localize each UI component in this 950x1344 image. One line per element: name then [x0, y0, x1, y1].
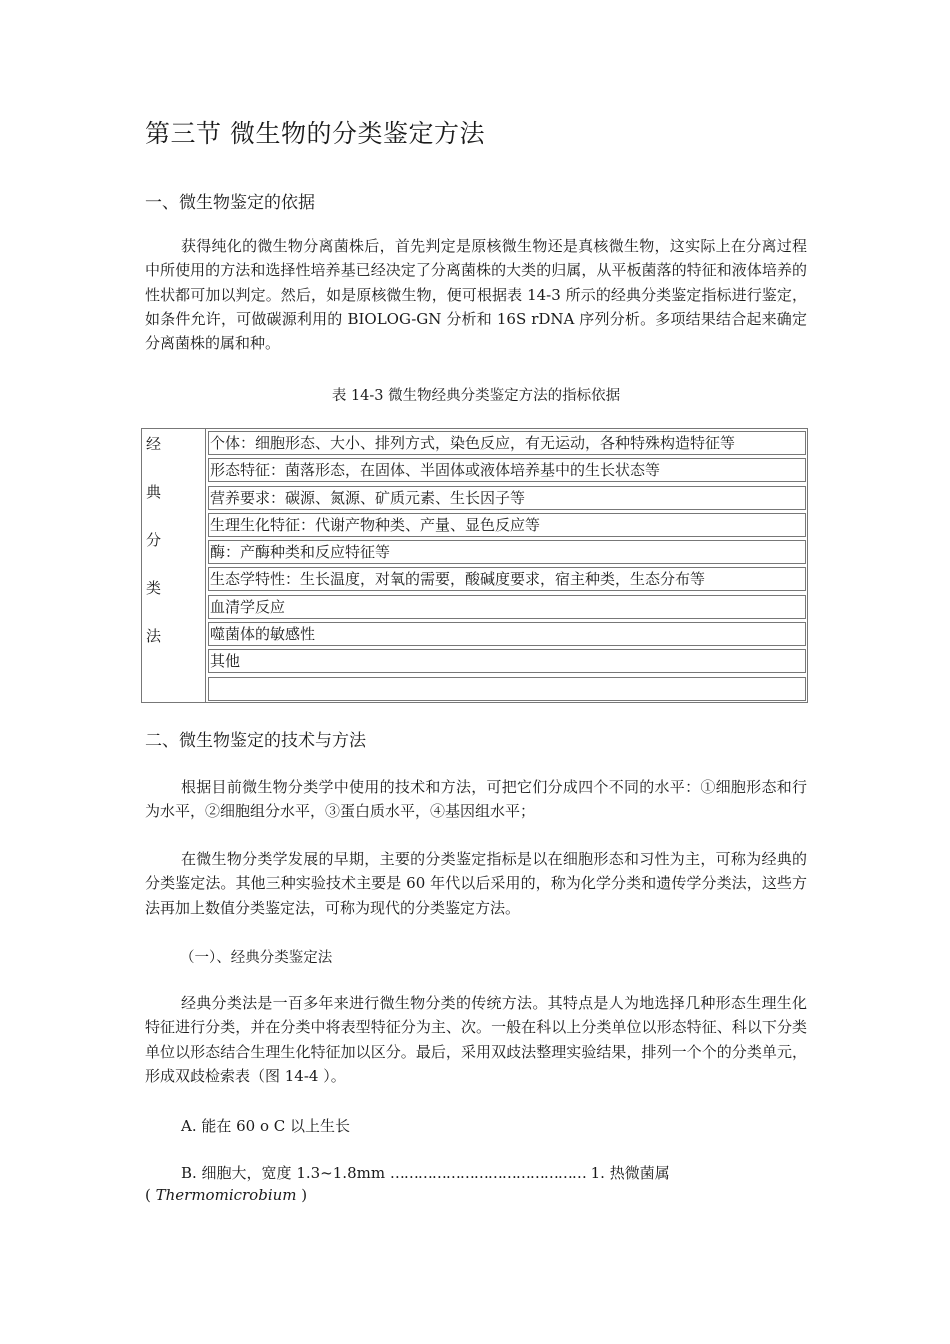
key-line-a: A. 能在 60 o C 以上生长: [181, 1117, 351, 1135]
section2-paragraph-2: 在微生物分类学发展的早期，主要的分类鉴定指标是以在细胞形态和习性为主，可称为经典的分类鉴定法。其他三种实验技术主要是 60 年代以后采用的，称为化学分类和遗传学分类法，这些方法再加上数值分类鉴定法，可称为现代的分类鉴定方法。: [145, 850, 807, 917]
table-row: 个体：细胞形态、大小、排列方式，染色反应，有无运动，各种特殊构造特征等: [208, 431, 806, 455]
table-row: 生态学特性：生长温度，对氧的需要，酸碱度要求，宿主种类，生态分布等: [208, 567, 806, 591]
genus-name: Thermomicrobium: [155, 1186, 297, 1204]
table-row: 形态特征：菌落形态，在固体、半固体或液体培养基中的生长状态等: [208, 458, 806, 482]
table-row: 噬菌体的敏感性: [208, 622, 806, 646]
table-caption: 表 14-3 微生物经典分类鉴定方法的指标依据: [331, 388, 621, 404]
left-label-char: 法: [146, 627, 162, 645]
page-title: 第三节 微生物的分类鉴定方法: [145, 119, 485, 148]
table-row: 血清学反应: [208, 595, 806, 619]
table-row: [208, 677, 806, 701]
genus-line: [145, 1186, 307, 1204]
key-line-b: [181, 1162, 670, 1183]
table-row: 营养要求：碳源、氮源、矿质元素、生长因子等: [208, 486, 806, 510]
section1-paragraph: 获得纯化的微生物分离菌株后，首先判定是原核微生物还是真核微生物，这实际上在分离过程中所使用的方法和选择性培养基已经决定了分离菌株的大类的归属，从平板菌落的特征和液体培养的性状都可加以判定。然后，如是原核微生物，便可根据表 14-3 所示的经典分类鉴定指标进行鉴定，如条件允许，可做碳源利用的 BIOLOG-GN 分析和 16S rDNA 序列分析。多项结果结合起来确定分离菌株的属和种。: [145, 237, 807, 353]
left-label-char: 类: [146, 579, 162, 597]
left-label-char: 典: [146, 483, 162, 501]
table-left-column: [142, 429, 206, 702]
section-heading-1: 一、微生物鉴定的依据: [145, 193, 315, 213]
key-leader-dots: ……………………………………: [389, 1164, 586, 1182]
left-label-char: 经: [146, 435, 162, 453]
left-label-char: 分: [146, 531, 162, 549]
key-line-b-text: B. 细胞大，宽度 1.3~1.8mm: [181, 1164, 386, 1182]
key-line-b-result: 1. 热微菌属: [590, 1164, 670, 1182]
section2-paragraph-3: 经典分类法是一百多年来进行微生物分类的传统方法。其特点是人为地选择几种形态生理生化特征进行分类，并在分类中将表型特征分为主、次。一般在科以上分类单位以形态特征、科以下分类单位以形态结合生理生化特征加以区分。最后，采用双歧法整理实验结果，排列一个个的分类单元，形成双歧检索表（图 14-4 ）。: [145, 994, 807, 1085]
classification-table: [141, 428, 808, 703]
section2-paragraph-1: 根据目前微生物分类学中使用的技术和方法，可把它们分成四个不同的水平：①细胞形态和行为水平，②细胞组分水平，③蛋白质水平，④基因组水平；: [145, 778, 807, 821]
section-heading-2: 二、微生物鉴定的技术与方法: [145, 731, 366, 751]
sub-heading: （一）、经典分类鉴定法: [180, 950, 333, 966]
genus-close-paren: ): [296, 1186, 308, 1204]
table-row: 生理生化特征：代谢产物种类、产量、显色反应等: [208, 513, 806, 537]
table-row: 酶：产酶种类和反应特征等: [208, 540, 806, 564]
table-row: 其他: [208, 649, 806, 673]
genus-open-paren: (: [145, 1186, 156, 1204]
